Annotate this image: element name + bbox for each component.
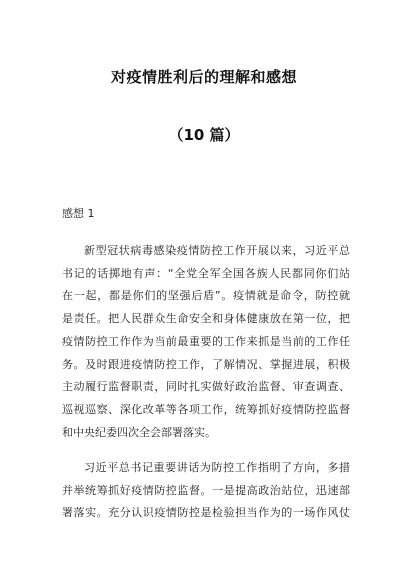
- paragraph-line: 新型冠状病毒感染疫情防控工作开展以来，习近平总: [84, 244, 350, 257]
- paragraph-line: 并举统筹抓好疫情防控监督。一是提高政治站位，迅速部: [62, 483, 350, 497]
- document-title: 对疫情胜利后的理解和感想: [110, 68, 297, 86]
- paragraph-line: 务。及时跟进疫情防控工作，了解情况、掌握进展，积极: [62, 357, 350, 371]
- paragraph-line: 主动履行监督职责，同时扎实做好政治监督、审查调查、: [62, 380, 350, 394]
- paragraph-line: 在一起，都是你们的坚强后盾”。疫情就是命令，防控就: [62, 289, 350, 303]
- paragraph-line: 和中央纪委四次全会部署落实。: [62, 425, 216, 439]
- paragraph-line: 巡视巡察、深化改革等各项工作，统筹抓好疫情防控监督: [62, 402, 350, 416]
- section-heading: 感想 1: [62, 207, 95, 220]
- document-subtitle: （10 篇）: [168, 126, 240, 144]
- paragraph-line: 署落实。充分认识疫情防控是检验担当作为的一场作风仗: [62, 506, 350, 520]
- paragraph-line: 书记的话掷地有声：“全党全军全国各族人民都同你们站: [62, 266, 350, 280]
- paragraph-line: 是责任。把人民群众生命安全和身体健康放在第一位，把: [62, 312, 350, 326]
- body-paragraph: [62, 457, 350, 525]
- paragraph-line: 疫情防控工作作为当前最重要的工作来抓是当前的工作任: [62, 334, 350, 348]
- paragraph-line: 习近平总书记重要讲话为防控工作指明了方向，多措: [84, 461, 350, 474]
- body-paragraph: [62, 240, 350, 444]
